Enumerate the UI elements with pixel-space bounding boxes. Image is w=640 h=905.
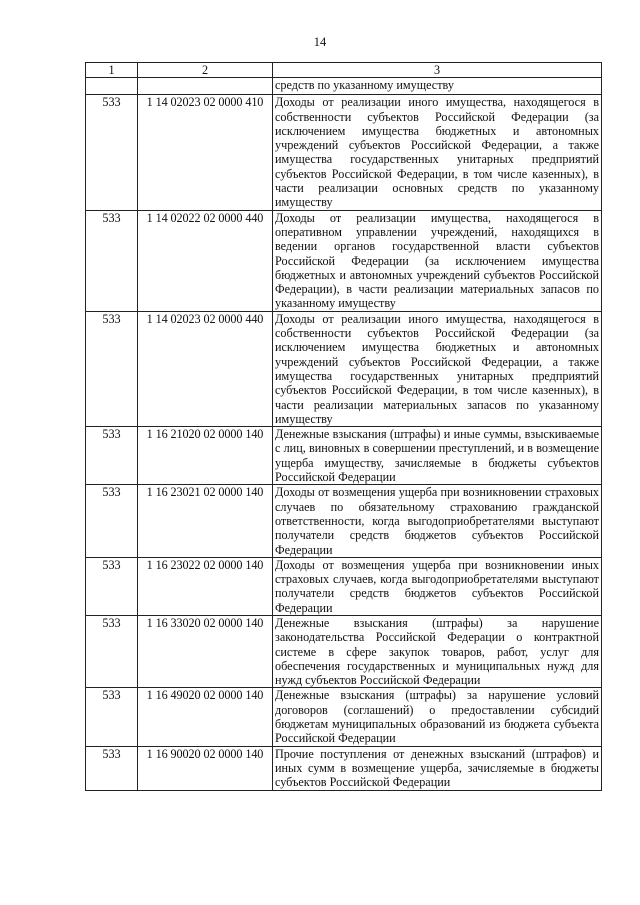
revenue-description-cell: Денежные взыскания (штрафы) за нарушение законодательства Российской Федерации о контрактной системе в сфере закупок товаров, работ, услуг для обеспечения государственных и муниципальных нужд для нужд субъектов Российской Федерации	[273, 615, 602, 687]
revenue-description-cell: Прочие поступления от денежных взысканий (штрафов) и иных сумм в возмещение ущерба, зачисляемые в бюджеты субъектов Российской Федерации	[273, 746, 602, 790]
table-row	[86, 210, 602, 311]
column-header-2: 2	[138, 63, 273, 78]
revenue-code-cell: 1 14 02022 02 0000 440	[138, 210, 273, 311]
revenue-description-cell: Доходы от возмещения ущерба при возникновении страховых случаев по обязательному страхованию гражданской ответственности, когда выгодоприобретателями выступают получатели средств бюджетов субъектов Российской Федерации	[273, 485, 602, 557]
revenue-code-cell: 1 14 02023 02 0000 440	[138, 311, 273, 426]
revenue-code-cell: 1 14 02023 02 0000 410	[138, 95, 273, 210]
admin-code-cell: 533	[86, 95, 138, 210]
continuation-row	[86, 78, 602, 95]
revenue-description-cell: Доходы от возмещения ущерба при возникновении иных страховых случаев, когда выгодоприобретателями выступают получатели средств бюджетов субъектов Российской Федерации	[273, 557, 602, 615]
column-header-1: 1	[86, 63, 138, 78]
revenue-code-cell: 1 16 21020 02 0000 140	[138, 427, 273, 485]
table-row	[86, 427, 602, 485]
revenue-description-cell: Денежные взыскания (штрафы) и иные суммы, взыскиваемые с лиц, виновных в совершении преступлений, и в возмещение ущерба имуществу, зачисляемые в бюджеты субъектов Российской Федерации	[273, 427, 602, 485]
page-number: 14	[313, 35, 327, 49]
table-row	[86, 311, 602, 426]
revenue-description-cell: Доходы от реализации имущества, находящегося в оперативном управлении учреждений, находящихся в ведении органов государственной власти субъектов Российской Федерации (за исключением имущества бюджетных и автономных учреждений субъектов Российской Федерации), в части реализации материальных запасов по указанному имуществу	[273, 210, 602, 311]
table-row	[86, 615, 602, 687]
revenue-code-cell: 1 16 49020 02 0000 140	[138, 688, 273, 746]
column-header-3: 3	[273, 63, 602, 78]
table-row	[86, 688, 602, 746]
revenue-code-cell: 1 16 23021 02 0000 140	[138, 485, 273, 557]
revenue-description-cell: Доходы от реализации иного имущества, находящегося в собственности субъектов Российской Федерации (за исключением имущества бюджетных и автономных учреждений субъектов Российской Федерации, а также имущества государственных унитарных предприятий субъектов Российской Федерации, в том числе казенных), в части реализации материальных запасов по указанному имуществу	[273, 311, 602, 426]
revenue-code-cell: 1 16 90020 02 0000 140	[138, 746, 273, 790]
continuation-cell-2	[138, 78, 273, 95]
table-row	[86, 746, 602, 790]
admin-code-cell: 533	[86, 688, 138, 746]
admin-code-cell: 533	[86, 210, 138, 311]
admin-code-cell: 533	[86, 615, 138, 687]
revenue-description-cell: Денежные взыскания (штрафы) за нарушение условий договоров (соглашений) о предоставлении субсидий бюджетам муниципальных образований из бюджета субъекта Российской Федерации	[273, 688, 602, 746]
admin-code-cell: 533	[86, 427, 138, 485]
admin-code-cell: 533	[86, 311, 138, 426]
table-row	[86, 485, 602, 557]
revenue-code-cell: 1 16 23022 02 0000 140	[138, 557, 273, 615]
table-row	[86, 557, 602, 615]
table-header-row	[86, 63, 602, 78]
revenue-code-cell: 1 16 33020 02 0000 140	[138, 615, 273, 687]
table-row	[86, 95, 602, 210]
admin-code-cell: 533	[86, 746, 138, 790]
continuation-cell-1	[86, 78, 138, 95]
revenue-codes-table	[85, 62, 602, 791]
continuation-text: средств по указанному имуществу	[273, 78, 602, 95]
revenue-description-cell: Доходы от реализации иного имущества, находящегося в собственности субъектов Российской Федерации (за исключением имущества бюджетных и автономных учреждений субъектов Российской Федерации, а также имущества государственных унитарных предприятий субъектов Российской Федерации, в том числе казенных), в части реализации основных средств по указанному имуществу	[273, 95, 602, 210]
admin-code-cell: 533	[86, 557, 138, 615]
admin-code-cell: 533	[86, 485, 138, 557]
